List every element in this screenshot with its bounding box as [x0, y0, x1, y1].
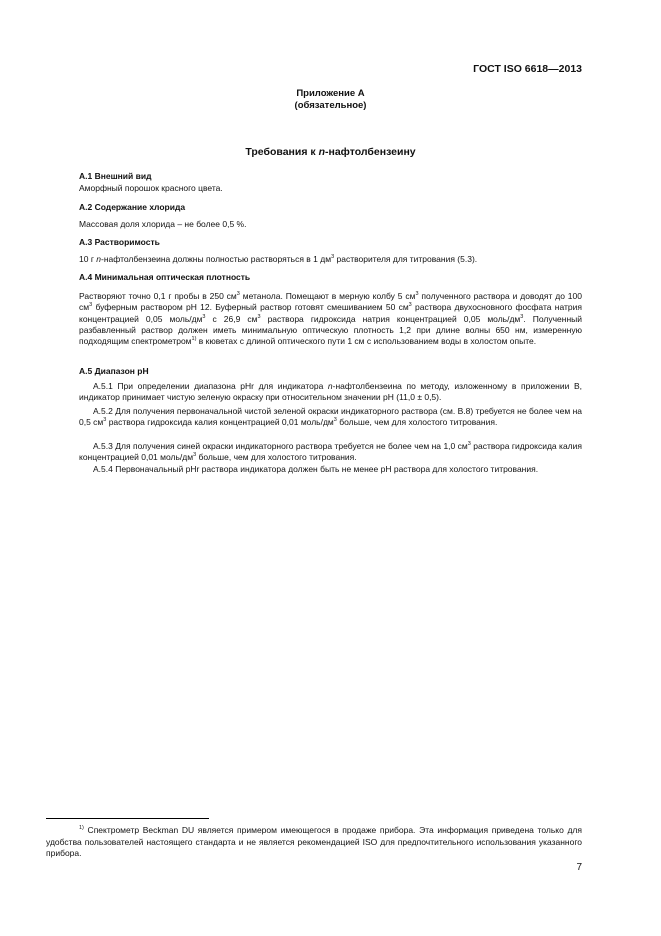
annex-heading [0, 88, 661, 112]
page-number: 7 [576, 862, 582, 873]
section-a1-heading: А.1 Внешний вид [79, 171, 152, 181]
section-a5-3-text: А.5.3 Для получения синей окраски индикаторного раствора требуется не более чем на 1,0 $см^3$ раствора гидроксида калия концентрацией 0,01 моль/$дм^3$ больше, чем для холостого титрования. [79, 441, 582, 463]
document-title [0, 146, 661, 158]
section-a4-heading: А.4 Минимальная оптическая плотность [79, 272, 251, 282]
title-suffix: -нафтолбензеину [324, 146, 416, 158]
section-a1-text: Аморфный порошок красного цвета. [79, 183, 223, 193]
title-prefix: Требования к [245, 146, 319, 158]
section-a5-4-text: А.5.4 Первоначальный pHr раствора индикатора должен быть не менее pH раствора для холостого титрования. [93, 464, 539, 474]
annex-status: (обязательное) [294, 100, 367, 111]
section-a5-2-text: А.5.2 Для получения первоначальной чистой зеленой окраски индикаторного раствора (см. В.8) требуется не более чем на 0,5 $см^3$ раствора гидроксида калия концентрацией 0,01 моль/$дм^3$ больше, чем для холостого титрования. [79, 406, 582, 428]
title-italic: n [318, 146, 325, 158]
standard-code: ГОСТ ISO 6618—2013 [473, 63, 582, 75]
annex-title: Приложение А [296, 88, 365, 99]
section-a4-text: Растворяют точно 0,1 г пробы в 250 $см^3$ метанола. Помещают в мерную колбу 5 $см^3$ полученного раствора и доводят до 100 $см^3$ буферным раствором pH 12. Буферный раствор готовят смешиванием 50 $см^3$ раствора двухосновного фосфата натрия концентрацией 0,05 моль/$дм^3$ с 26,9 $см^3$ раствора гидроксида натрия концентрацией 0,05 моль/$дм^3$. Полученный разбавленный раствор должен иметь минимальную оптическую плотность 1,2 при длине волны 650 нм, измеренную подходящим спектрометром$^{1)}$ в кюветах с длиной оптического пути 1 см с использованием воды в холостом опыте. [79, 291, 583, 347]
section-a5-heading: А.5 Диапазон pH [79, 366, 149, 376]
footnote: $^{1)}$ Спектрометр Beckman DU является примером имеющегося в продаже прибора. Эта информация приведена только для удобства пользователей настоящего стандарта и не является рекомендацией ISO для предпочтительного использования указанного прибора. [46, 825, 582, 858]
section-a2-heading: А.2 Содержание хлорида [79, 202, 186, 212]
section-a3-heading: А.3 Растворимость [79, 237, 160, 247]
section-a2-text: Массовая доля хлорида – не более 0,5 %. [79, 219, 247, 229]
section-a3-text: 10 г n-нафтолбензеина должны полностью растворяться в 1 $дм^3$ растворителя для титрования (5.3). [79, 254, 478, 264]
footnote-separator [46, 818, 209, 819]
section-a5-1-text: А.5.1 При определении диапазона pHr для индикатора n-нафтолбензеина по методу, изложенному в приложении В, индикатор принимает чистую зеленую окраску при относительном значении pH (11,0 ± 0,5). [79, 381, 582, 403]
